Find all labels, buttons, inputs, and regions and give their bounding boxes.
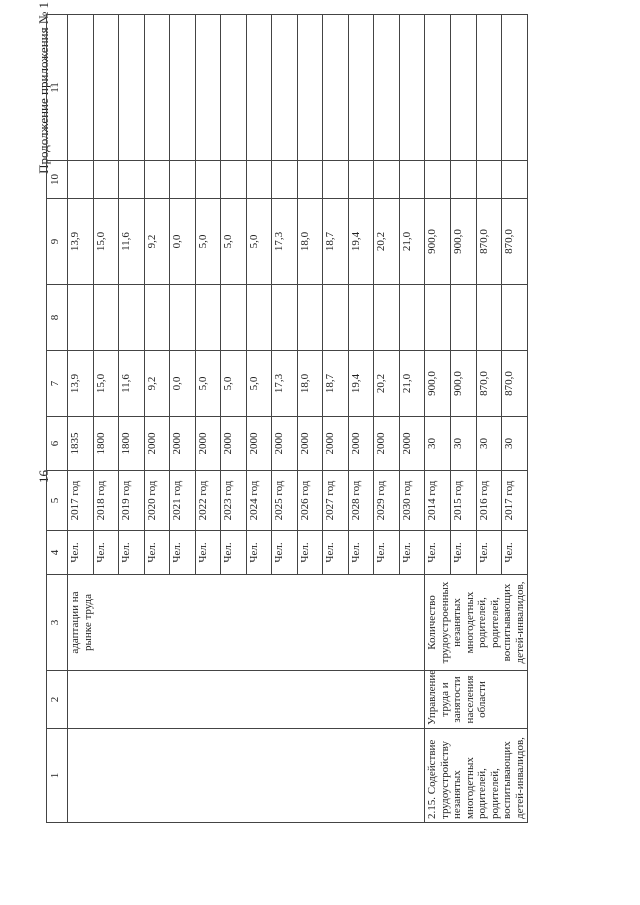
funding-cell: 21,0 [399, 199, 425, 285]
funding-cell: 20,2 [374, 199, 400, 285]
column-header: 3 [47, 575, 68, 671]
empty-cell [450, 15, 476, 161]
empty-cell [323, 161, 349, 199]
year-cell: 2029 год [374, 471, 400, 531]
funding-cell: 900,0 [425, 199, 451, 285]
unit-cell: Чел. [144, 531, 170, 575]
unit-cell: Чел. [348, 531, 374, 575]
empty-cell [195, 15, 221, 161]
target-value-cell: 2000 [348, 417, 374, 471]
unit-cell: Чел. [476, 531, 502, 575]
funding-cell: 870,0 [502, 351, 528, 417]
target-value-cell: 30 [476, 417, 502, 471]
funding-cell: 870,0 [502, 199, 528, 285]
empty-cell [450, 285, 476, 351]
unit-cell: Чел. [246, 531, 272, 575]
empty-cell [195, 161, 221, 199]
unit-cell: Чел. [68, 531, 94, 575]
column-header: 7 [47, 351, 68, 417]
appendix-note: Продолжение приложения № 1 [36, 2, 51, 174]
unit-cell: Чел. [119, 531, 145, 575]
unit-cell: Чел. [374, 531, 400, 575]
page-number: 16 [36, 470, 51, 483]
funding-cell: 11,6 [119, 199, 145, 285]
year-cell: 2025 год [272, 471, 298, 531]
funding-cell: 20,2 [374, 351, 400, 417]
funding-cell: 5,0 [221, 199, 247, 285]
empty-cell [348, 15, 374, 161]
empty-cell [195, 285, 221, 351]
year-cell: 2022 год [195, 471, 221, 531]
empty-cell [502, 285, 528, 351]
unit-cell: Чел. [170, 531, 196, 575]
funding-cell: 0,0 [170, 351, 196, 417]
funding-cell: 19,4 [348, 351, 374, 417]
funding-cell: 5,0 [246, 351, 272, 417]
empty-cell [502, 15, 528, 161]
executor-cell [68, 671, 425, 729]
empty-cell [170, 161, 196, 199]
empty-cell [476, 161, 502, 199]
empty-cell [119, 161, 145, 199]
empty-cell [68, 161, 94, 199]
empty-cell [246, 15, 272, 161]
measure-cell [68, 729, 425, 823]
unit-cell: Чел. [272, 531, 298, 575]
empty-cell [119, 285, 145, 351]
year-cell: 2024 год [246, 471, 272, 531]
empty-cell [374, 285, 400, 351]
target-value-cell: 30 [450, 417, 476, 471]
empty-cell [246, 285, 272, 351]
year-cell: 2016 год [476, 471, 502, 531]
target-value-cell: 1835 [68, 417, 94, 471]
target-value-cell: 2000 [399, 417, 425, 471]
funding-cell: 870,0 [476, 199, 502, 285]
empty-cell [68, 15, 94, 161]
empty-cell [399, 285, 425, 351]
funding-cell: 5,0 [195, 351, 221, 417]
executor-cell: Управление труда и занятости населения области [425, 671, 528, 729]
unit-cell: Чел. [297, 531, 323, 575]
target-value-cell: 2000 [170, 417, 196, 471]
empty-cell [297, 285, 323, 351]
year-cell: 2017 год [68, 471, 94, 531]
empty-cell [399, 15, 425, 161]
column-header: 6 [47, 417, 68, 471]
column-header: 1 [47, 729, 68, 823]
empty-cell [374, 15, 400, 161]
year-cell: 2015 год [450, 471, 476, 531]
empty-cell [297, 161, 323, 199]
column-header: 4 [47, 531, 68, 575]
empty-cell [144, 15, 170, 161]
funding-cell: 5,0 [195, 199, 221, 285]
target-value-cell: 2000 [246, 417, 272, 471]
target-value-cell: 30 [425, 417, 451, 471]
year-cell: 2020 год [144, 471, 170, 531]
unit-cell: Чел. [502, 531, 528, 575]
empty-cell [170, 285, 196, 351]
target-value-cell: 1800 [93, 417, 119, 471]
empty-cell [476, 285, 502, 351]
empty-cell [144, 161, 170, 199]
year-cell: 2018 год [93, 471, 119, 531]
table-row [68, 15, 94, 823]
unit-cell: Чел. [399, 531, 425, 575]
column-number-row [47, 15, 68, 823]
empty-cell [68, 285, 94, 351]
empty-cell [323, 285, 349, 351]
empty-cell [502, 161, 528, 199]
funding-cell: 17,3 [272, 351, 298, 417]
indicator-cell: адаптации на рынке труда [68, 575, 425, 671]
target-value-cell: 2000 [221, 417, 247, 471]
funding-cell: 11,6 [119, 351, 145, 417]
empty-cell [221, 161, 247, 199]
year-cell: 2021 год [170, 471, 196, 531]
target-value-cell: 2000 [297, 417, 323, 471]
target-value-cell: 2000 [323, 417, 349, 471]
target-value-cell: 1800 [119, 417, 145, 471]
empty-cell [272, 285, 298, 351]
empty-cell [221, 15, 247, 161]
unit-cell: Чел. [323, 531, 349, 575]
column-header: 11 [47, 15, 68, 161]
year-cell: 2026 год [297, 471, 323, 531]
funding-cell: 900,0 [425, 351, 451, 417]
column-header: 2 [47, 671, 68, 729]
funding-cell: 5,0 [246, 199, 272, 285]
empty-cell [476, 15, 502, 161]
empty-cell [93, 161, 119, 199]
indicator-cell: Количество трудоустроенных незанятых многодетных родителей, родителей, воспитывающих детей-инвалидов, [425, 575, 528, 671]
column-header: 9 [47, 199, 68, 285]
empty-cell [399, 161, 425, 199]
column-header: 8 [47, 285, 68, 351]
column-header: 10 [47, 161, 68, 199]
empty-cell [348, 161, 374, 199]
funding-cell: 18,7 [323, 351, 349, 417]
empty-cell [450, 161, 476, 199]
empty-cell [374, 161, 400, 199]
funding-cell: 18,0 [297, 199, 323, 285]
unit-cell: Чел. [195, 531, 221, 575]
empty-cell [297, 15, 323, 161]
column-header: 5 [47, 471, 68, 531]
funding-cell: 13,9 [68, 351, 94, 417]
target-value-cell: 2000 [144, 417, 170, 471]
year-cell: 2023 год [221, 471, 247, 531]
funding-cell: 9,2 [144, 199, 170, 285]
year-cell: 2028 год [348, 471, 374, 531]
target-value-cell: 2000 [272, 417, 298, 471]
measure-cell: 2.15. Содействие трудоустройству незанятых многодетных родителей, родителей, воспитывающих детей-инвалидов, [425, 729, 528, 823]
empty-cell [272, 15, 298, 161]
funding-cell: 5,0 [221, 351, 247, 417]
funding-cell: 13,9 [68, 199, 94, 285]
funding-cell: 18,7 [323, 199, 349, 285]
empty-cell [221, 285, 247, 351]
year-cell: 2027 год [323, 471, 349, 531]
target-value-cell: 2000 [374, 417, 400, 471]
empty-cell [348, 285, 374, 351]
year-cell: 2017 год [502, 471, 528, 531]
empty-cell [425, 285, 451, 351]
target-value-cell: 2000 [195, 417, 221, 471]
funding-cell: 870,0 [476, 351, 502, 417]
empty-cell [425, 161, 451, 199]
unit-cell: Чел. [425, 531, 451, 575]
funding-cell: 15,0 [93, 199, 119, 285]
table-row [425, 15, 451, 823]
empty-cell [93, 285, 119, 351]
unit-cell: Чел. [93, 531, 119, 575]
empty-cell [323, 15, 349, 161]
empty-cell [144, 285, 170, 351]
year-cell: 2014 год [425, 471, 451, 531]
funding-cell: 21,0 [399, 351, 425, 417]
funding-cell: 0,0 [170, 199, 196, 285]
empty-cell [425, 15, 451, 161]
empty-cell [246, 161, 272, 199]
funding-cell: 900,0 [450, 351, 476, 417]
unit-cell: Чел. [450, 531, 476, 575]
empty-cell [93, 15, 119, 161]
empty-cell [119, 15, 145, 161]
target-value-cell: 30 [502, 417, 528, 471]
funding-cell: 9,2 [144, 351, 170, 417]
funding-cell: 17,3 [272, 199, 298, 285]
program-table [46, 14, 528, 823]
funding-cell: 19,4 [348, 199, 374, 285]
year-cell: 2019 год [119, 471, 145, 531]
empty-cell [170, 15, 196, 161]
unit-cell: Чел. [221, 531, 247, 575]
empty-cell [272, 161, 298, 199]
year-cell: 2030 год [399, 471, 425, 531]
funding-cell: 15,0 [93, 351, 119, 417]
funding-cell: 900,0 [450, 199, 476, 285]
funding-cell: 18,0 [297, 351, 323, 417]
